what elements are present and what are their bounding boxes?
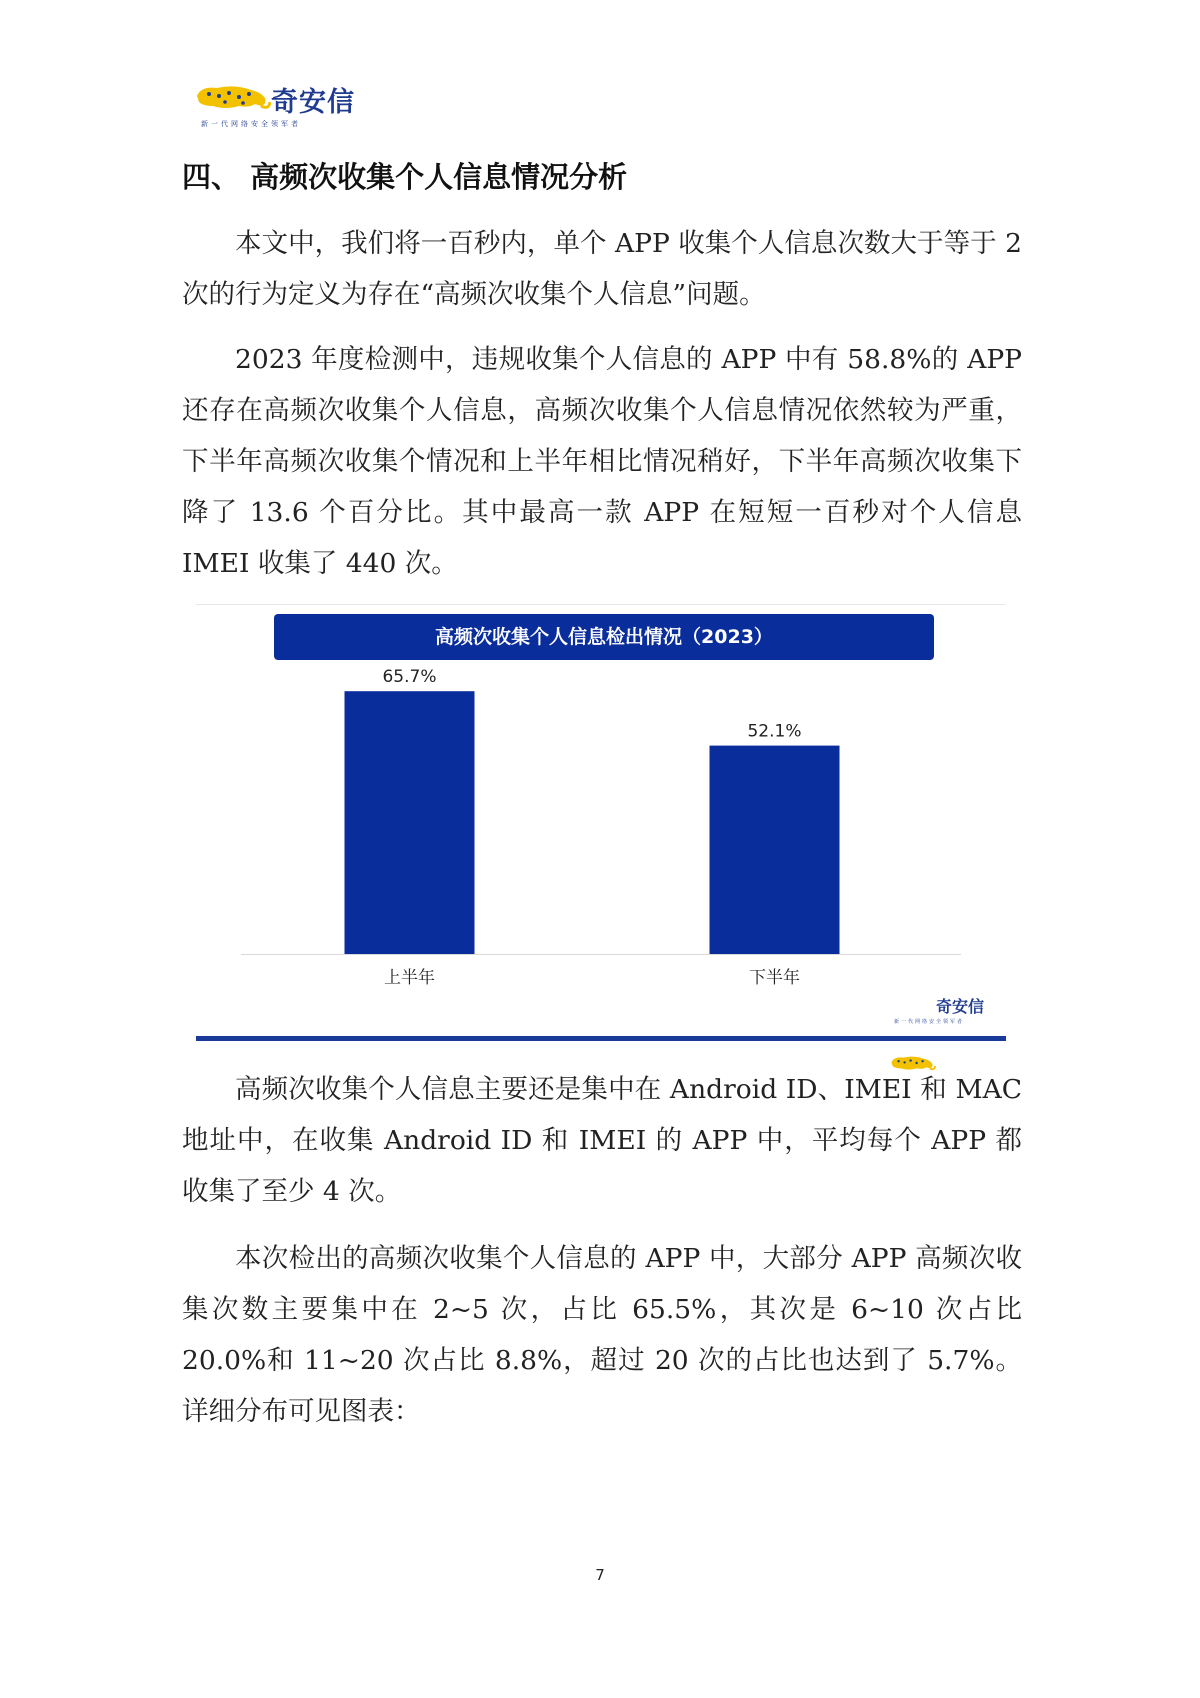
bar-2 — [710, 746, 840, 954]
chart-title: 高频次收集个人信息检出情况（2023） — [274, 614, 934, 660]
logo-tagline: 新一代网络安全领军者 — [201, 120, 301, 128]
chart-top-border — [196, 604, 1006, 605]
data-label-1: 65.7% — [382, 667, 437, 688]
chart-logo-name: 奇安信 — [936, 997, 985, 1016]
paragraph-2023-detection: 2023 年度检测中，违规收集个人信息的 APP 中有 58.8%的 APP 还存在高频次收集个人信息，高频次收集个人信息情况依然较为严重，下半年高频次收集个情况和上半年相比情况稍好，下半年高频次收集下降了 13.6 个百分比。其中最高一款 APP 在短短一百秒对个人信息 IMEI 收集了 440 次。 — [182, 344, 1022, 579]
bar-1 — [345, 691, 475, 954]
paragraph-definition: 本文中，我们将一百秒内，单个 APP 收集个人信息次数大于等于 2 次的行为定义为存在“高频次收集个人信息”问题。 — [182, 228, 1022, 310]
qianxin-logo — [195, 78, 365, 130]
paragraph-distribution: 本次检出的高频次收集个人信息的 APP 中，大部分 APP 高频次收集次数主要集中在 2~5 次，占比 65.5%，其次是 6~10 次占比 20.0%和 11~20 次占比 8.8%，超过 20 次的占比也达到了 5.7%。详细分布可见图表： — [182, 1243, 1022, 1427]
chart-watermark-logo — [890, 994, 1000, 1028]
leopard-logo-icon — [195, 82, 271, 112]
chart-plot-area — [196, 664, 1006, 994]
chart-bottom-rule — [196, 1036, 1006, 1041]
x-tick-label-2: 下半年 — [749, 968, 800, 988]
chart-logo-tagline: 新一代网络安全领军者 — [894, 1019, 965, 1025]
section-heading: 四、 高频次收集个人信息情况分析 — [182, 160, 628, 194]
x-tick-label-1: 上半年 — [384, 968, 435, 988]
page-number: 7 — [595, 1566, 605, 1584]
logo-name: 奇安信 — [271, 87, 355, 118]
paragraph-identifiers: 高频次收集个人信息主要还是集中在 Android ID、IMEI 和 MAC 地址中，在收集 Android ID 和 IMEI 的 APP 中，平均每个 APP 都收集了至少 4 次。 — [182, 1074, 1022, 1207]
bar-chart — [196, 604, 1006, 1040]
data-label-2: 52.1% — [747, 721, 802, 742]
